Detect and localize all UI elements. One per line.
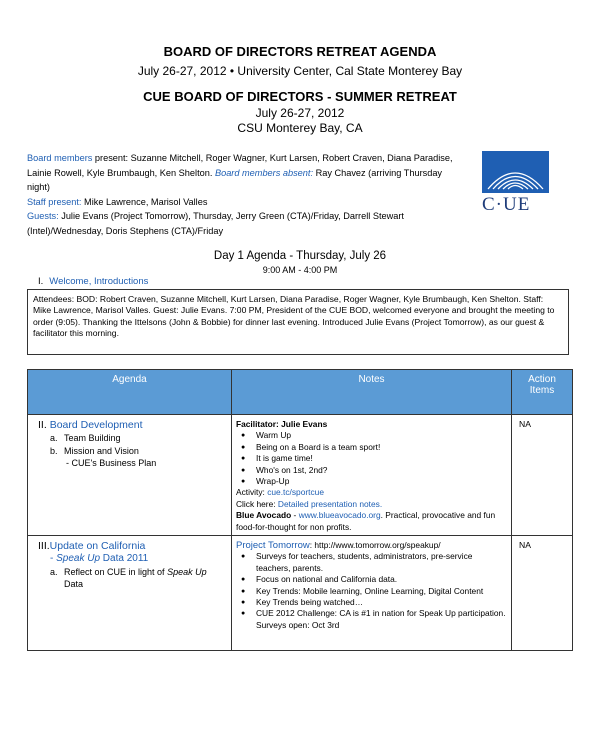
document-title: BOARD OF DIRECTORS RETREAT AGENDA	[163, 44, 437, 59]
members-present	[27, 151, 457, 195]
list-item: ● Surveys for teachers, students, administrators, pre-service teachers, parents.	[236, 551, 507, 574]
agenda-cell	[28, 415, 232, 536]
header-action-items: Action Items	[512, 370, 573, 415]
staff-present	[27, 195, 457, 210]
members-present-text: present: Suzanne Mitchell, Roger Wagner, Kurt Larsen, Robert Craven, Diana Paradise, Lainie Rowell, Kyle Brumbaugh, Ken Shelton.	[27, 153, 453, 178]
action-items-cell: NA	[512, 415, 573, 536]
agenda-table-header	[28, 370, 573, 415]
retreat-title: CUE BOARD OF DIRECTORS - SUMMER RETREAT	[143, 89, 457, 104]
table-row	[28, 536, 573, 651]
project-line	[236, 540, 507, 551]
members-absent-text: Ray Chavez (arriving Thursday night)	[27, 167, 443, 193]
day1-title: Day 1 Agenda - Thursday, July 26	[213, 250, 387, 262]
guests-label: Guests:	[27, 211, 59, 222]
retreat-location: CSU Monterey Bay, CA	[237, 121, 363, 135]
cue-logo-icon	[482, 151, 549, 193]
section-number: II.	[38, 419, 47, 431]
cue-logo-text: C·UE	[482, 194, 531, 215]
agenda-sub-item: a. Reflect on CUE in light of Speak Up Data	[50, 566, 207, 589]
table-row	[28, 415, 573, 536]
agenda-table	[27, 369, 573, 651]
staff-text: Mike Lawrence, Marisol Valles	[81, 196, 208, 207]
click-here-line: Click here: Detailed presentation notes.	[236, 498, 383, 509]
guests-text: Julie Evans (Project Tomorrow), Thursday, Jerry Green (CTA)/Friday, Darrell Stewart (Intel)/Wednesday, Doris Stephens (CTA)/Friday	[27, 211, 404, 236]
list-item: ● Key Trends: Mobile learning, Online Learning, Digital Content	[236, 586, 507, 597]
activity-link[interactable]: cue.tc/sportcue	[267, 487, 324, 498]
list-item: ● It is game time!	[236, 453, 507, 464]
attendees-box: Attendees: BOD: Robert Craven, Suzanne Mitchell, Kurt Larsen, Diana Paradise, Roger Wagner, Kyle Brumbaugh, Ken Shelton. Staff: Mike Lawrence, Marisol Valles. Guest: Julie Evans. 7:00 PM, President of the CUE BOD, welcomed everyone and brought the meeting to order (9:05). Thanking the Ittelsons (John & Bobbie) for dinner last evening. Introduced Julie Evans (Project Tomorrow), as our guest & facilitator this morning.	[27, 289, 569, 355]
list-item: ● Focus on national and California data.	[236, 574, 507, 585]
facilitator: Facilitator: Julie Evans	[236, 419, 328, 429]
staff-label: Staff present:	[27, 196, 82, 207]
action-items-cell: NA	[512, 536, 573, 651]
header-agenda: Agenda	[28, 370, 232, 415]
welcome-number: I.	[38, 276, 44, 287]
guests	[27, 209, 457, 238]
agenda-section-heading	[38, 540, 225, 553]
agenda-sub-item: b. Mission and Vision	[50, 445, 139, 456]
list-item: ● CUE 2012 Challenge: CA is #1 in nation for Speak Up participation. Surveys open: Oct 3rd	[236, 608, 507, 631]
list-item: ● Wrap-Up	[236, 476, 507, 487]
agenda-section-heading	[38, 419, 225, 432]
agenda-sub-item: - Speak Up Data 2011	[50, 553, 149, 564]
presentation-notes-link[interactable]: Detailed presentation notes.	[277, 498, 383, 509]
list-item: ● Who's on 1st, 2nd?	[236, 465, 507, 476]
members-absent-label: Board members absent:	[214, 167, 314, 178]
document-subtitle: July 26-27, 2012 • University Center, Cal State Monterey Bay	[137, 64, 463, 78]
section-number: III.	[38, 540, 50, 552]
day1-time: 9:00 AM - 4:00 PM	[262, 265, 338, 275]
section-title: Board Development	[49, 419, 143, 431]
agenda-sub-sub-item: - CUE's Business Plan	[66, 458, 157, 468]
notes-cell	[232, 536, 512, 651]
activity-line: Activity: cue.tc/sportcue	[236, 487, 324, 498]
blue-avocado-link[interactable]: www.blueavocado.org	[298, 510, 381, 521]
blue-avocado-line: Blue Avocado - www.blueavocado.org. Practical, provocative and fun food-for-thought for non profits.	[236, 510, 496, 532]
list-item: ● Being on a Board is a team sport!	[236, 442, 507, 453]
welcome-heading	[38, 276, 148, 287]
notes-bullet-list	[236, 430, 507, 487]
members-present-label: Board members	[27, 153, 93, 163]
notes-bullet-list	[236, 551, 507, 631]
welcome-label: Welcome, Introductions	[49, 276, 149, 287]
members-block	[27, 151, 457, 239]
project-url[interactable]: : http://www.tomorrow.org/speakup/	[309, 540, 441, 550]
list-item: ● Warm Up	[236, 430, 507, 441]
section-title: Update on California	[49, 540, 146, 552]
list-item: ● Key Trends being watched…	[236, 597, 507, 608]
retreat-dates: July 26-27, 2012	[255, 106, 345, 120]
project-tomorrow-label: Project Tomorrow	[236, 540, 310, 551]
header-notes: Notes	[232, 370, 512, 415]
agenda-sub-item: a. Team Building	[50, 433, 121, 443]
notes-cell	[232, 415, 512, 536]
agenda-cell	[28, 536, 232, 651]
